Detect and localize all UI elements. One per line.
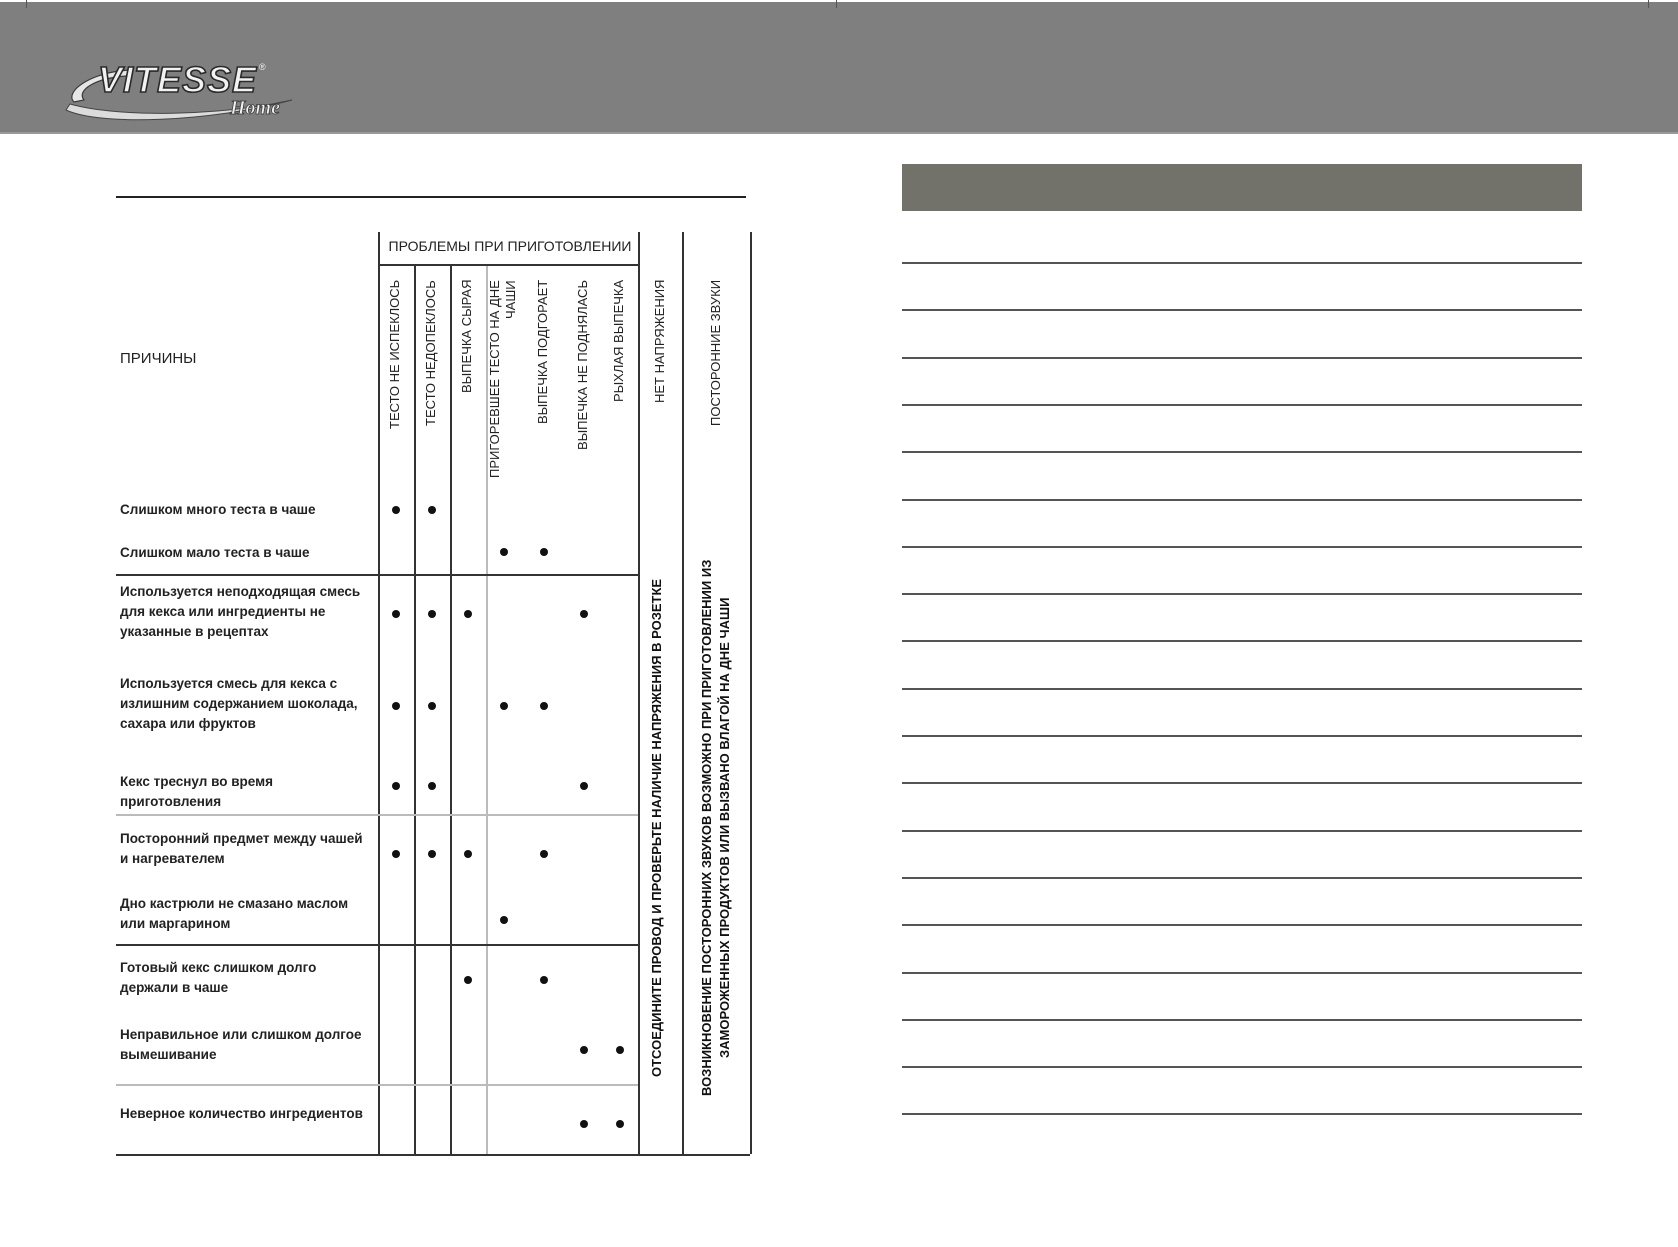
problem-mark-dot: [428, 610, 436, 618]
note-line: [902, 451, 1582, 453]
problem-mark-dot: [540, 850, 548, 858]
problem-mark-dot: [540, 548, 548, 556]
note-line: [902, 972, 1582, 974]
problem-mark-dot: [392, 610, 400, 618]
logo-wordmark: VITESSE: [98, 59, 258, 100]
table-rule: [414, 264, 416, 1154]
problem-mark-dot: [580, 1120, 588, 1128]
note-line: [902, 1113, 1582, 1115]
column-header-noise: ПОСТОРОННИЕ ЗВУКИ: [708, 280, 723, 427]
table-rule: [486, 264, 488, 1154]
table-rule: [116, 1154, 750, 1156]
note-line: [902, 877, 1582, 879]
note-line: [902, 782, 1582, 784]
note-line: [902, 404, 1582, 406]
problem-mark-dot: [580, 610, 588, 618]
note-line: [902, 357, 1582, 359]
problem-mark-dot: [500, 548, 508, 556]
problem-mark-dot: [580, 782, 588, 790]
cause-text: Посторонний предмет между чашей и нагревателем: [120, 831, 363, 866]
note-line: [902, 593, 1582, 595]
column-header: ТЕСТО НЕ ИСПЕКЛОСЬ: [387, 280, 402, 430]
note-line: [902, 640, 1582, 642]
table-rule: [378, 264, 638, 266]
problem-mark-dot: [616, 1120, 624, 1128]
table-rule: [378, 232, 380, 1154]
table-rule: [638, 232, 640, 1154]
cause-text: Используется смесь для кекса с излишним содержанием шоколада, сахара или фруктов: [120, 676, 358, 731]
column-header: ВЫПЕЧКА СЫРАЯ: [459, 280, 474, 394]
note-line: [902, 735, 1582, 737]
problem-mark-dot: [464, 976, 472, 984]
column-header: ВЫПЕЧКА НЕ ПОДНЯЛАСЬ: [575, 280, 590, 450]
table-rule: [116, 814, 638, 816]
notes-header-bar: [902, 164, 1582, 211]
logo-registered-mark: ®: [259, 62, 266, 72]
crop-mark: [26, 0, 27, 8]
column-header: ВЫПЕЧКА ПОДГОРАЕТ: [535, 280, 550, 425]
table-rule: [116, 574, 638, 576]
cause-text: Неверное количество ингредиентов: [120, 1106, 363, 1121]
note-line: [902, 1066, 1582, 1068]
title-rule: [116, 196, 746, 198]
cause-text: Готовый кекс слишком долго держали в чаше: [120, 960, 317, 995]
note-line: [902, 688, 1582, 690]
problem-mark-dot: [392, 782, 400, 790]
note-line: [902, 924, 1582, 926]
column-header: ТЕСТО НЕДОПЕКЛОСЬ: [423, 280, 438, 426]
note-line: [902, 262, 1582, 264]
problem-mark-dot: [392, 702, 400, 710]
crop-mark: [836, 0, 837, 8]
logo-subtext: Home: [230, 97, 280, 119]
troubleshooting-table: [116, 232, 750, 1154]
problem-mark-dot: [500, 702, 508, 710]
table-rule: [682, 232, 684, 1154]
table-rule: [116, 944, 638, 946]
problem-mark-dot: [540, 702, 548, 710]
note-line: [902, 309, 1582, 311]
cause-text: Слишком много теста в чаше: [120, 502, 316, 517]
table-rule: [450, 264, 452, 1154]
note-line: [902, 1019, 1582, 1021]
problem-mark-dot: [428, 702, 436, 710]
problem-mark-dot: [500, 916, 508, 924]
column-header-no-power: НЕТ НАПРЯЖЕНИЯ: [652, 280, 667, 404]
cause-text: Используется неподходящая смесь для кекса или ингредиенты не указанные в рецептах: [120, 584, 361, 639]
no-power-solution: ОТСОЕДИНИТЕ ПРОВОД И ПРОВЕРЬТЕ НАЛИЧИЕ НАПРЯЖЕНИЯ В РОЗЕТКЕ: [649, 578, 664, 1078]
crop-mark: [1648, 0, 1649, 8]
problem-mark-dot: [464, 610, 472, 618]
problem-mark-dot: [540, 976, 548, 984]
problem-mark-dot: [392, 506, 400, 514]
problems-header: ПРОБЛЕМЫ ПРИ ПРИГОТОВЛЕНИИ: [388, 238, 632, 254]
note-line: [902, 499, 1582, 501]
problem-mark-dot: [464, 850, 472, 858]
cause-text: Дно кастрюли не смазано маслом или маргарином: [120, 896, 349, 931]
cause-text: Слишком мало теста в чаше: [120, 545, 310, 560]
causes-header: ПРИЧИНЫ: [120, 350, 197, 367]
problem-mark-dot: [616, 1046, 624, 1054]
column-header: ПРИГОРЕВШЕЕ ТЕСТО НА ДНЕ ЧАШИ: [487, 280, 518, 478]
table-rule: [750, 232, 752, 1154]
cause-text: Неправильное или слишком долгое вымешивание: [120, 1027, 362, 1062]
table-rule: [116, 1084, 638, 1086]
problem-mark-dot: [428, 506, 436, 514]
problem-mark-dot: [580, 1046, 588, 1054]
note-line: [902, 830, 1582, 832]
problem-mark-dot: [428, 850, 436, 858]
problem-mark-dot: [392, 850, 400, 858]
problem-mark-dot: [428, 782, 436, 790]
note-line: [902, 546, 1582, 548]
cause-text: Кекс треснул во время приготовления: [120, 774, 273, 809]
brand-logo: [60, 52, 305, 124]
column-header: РЫХЛАЯ ВЫПЕЧКА: [611, 280, 626, 403]
noise-solution: ВОЗНИКНОВЕНИЕ ПОСТОРОННИХ ЗВУКОВ ВОЗМОЖНО ПРИ ПРИГОТОВЛЕНИИ ИЗ ЗАМОРОЖЕННЫХ ПРОДУКТОВ ИЛИ ВЫЗВАНО ВЛАГОЙ НА ДНЕ ЧАШИ: [699, 559, 732, 1097]
